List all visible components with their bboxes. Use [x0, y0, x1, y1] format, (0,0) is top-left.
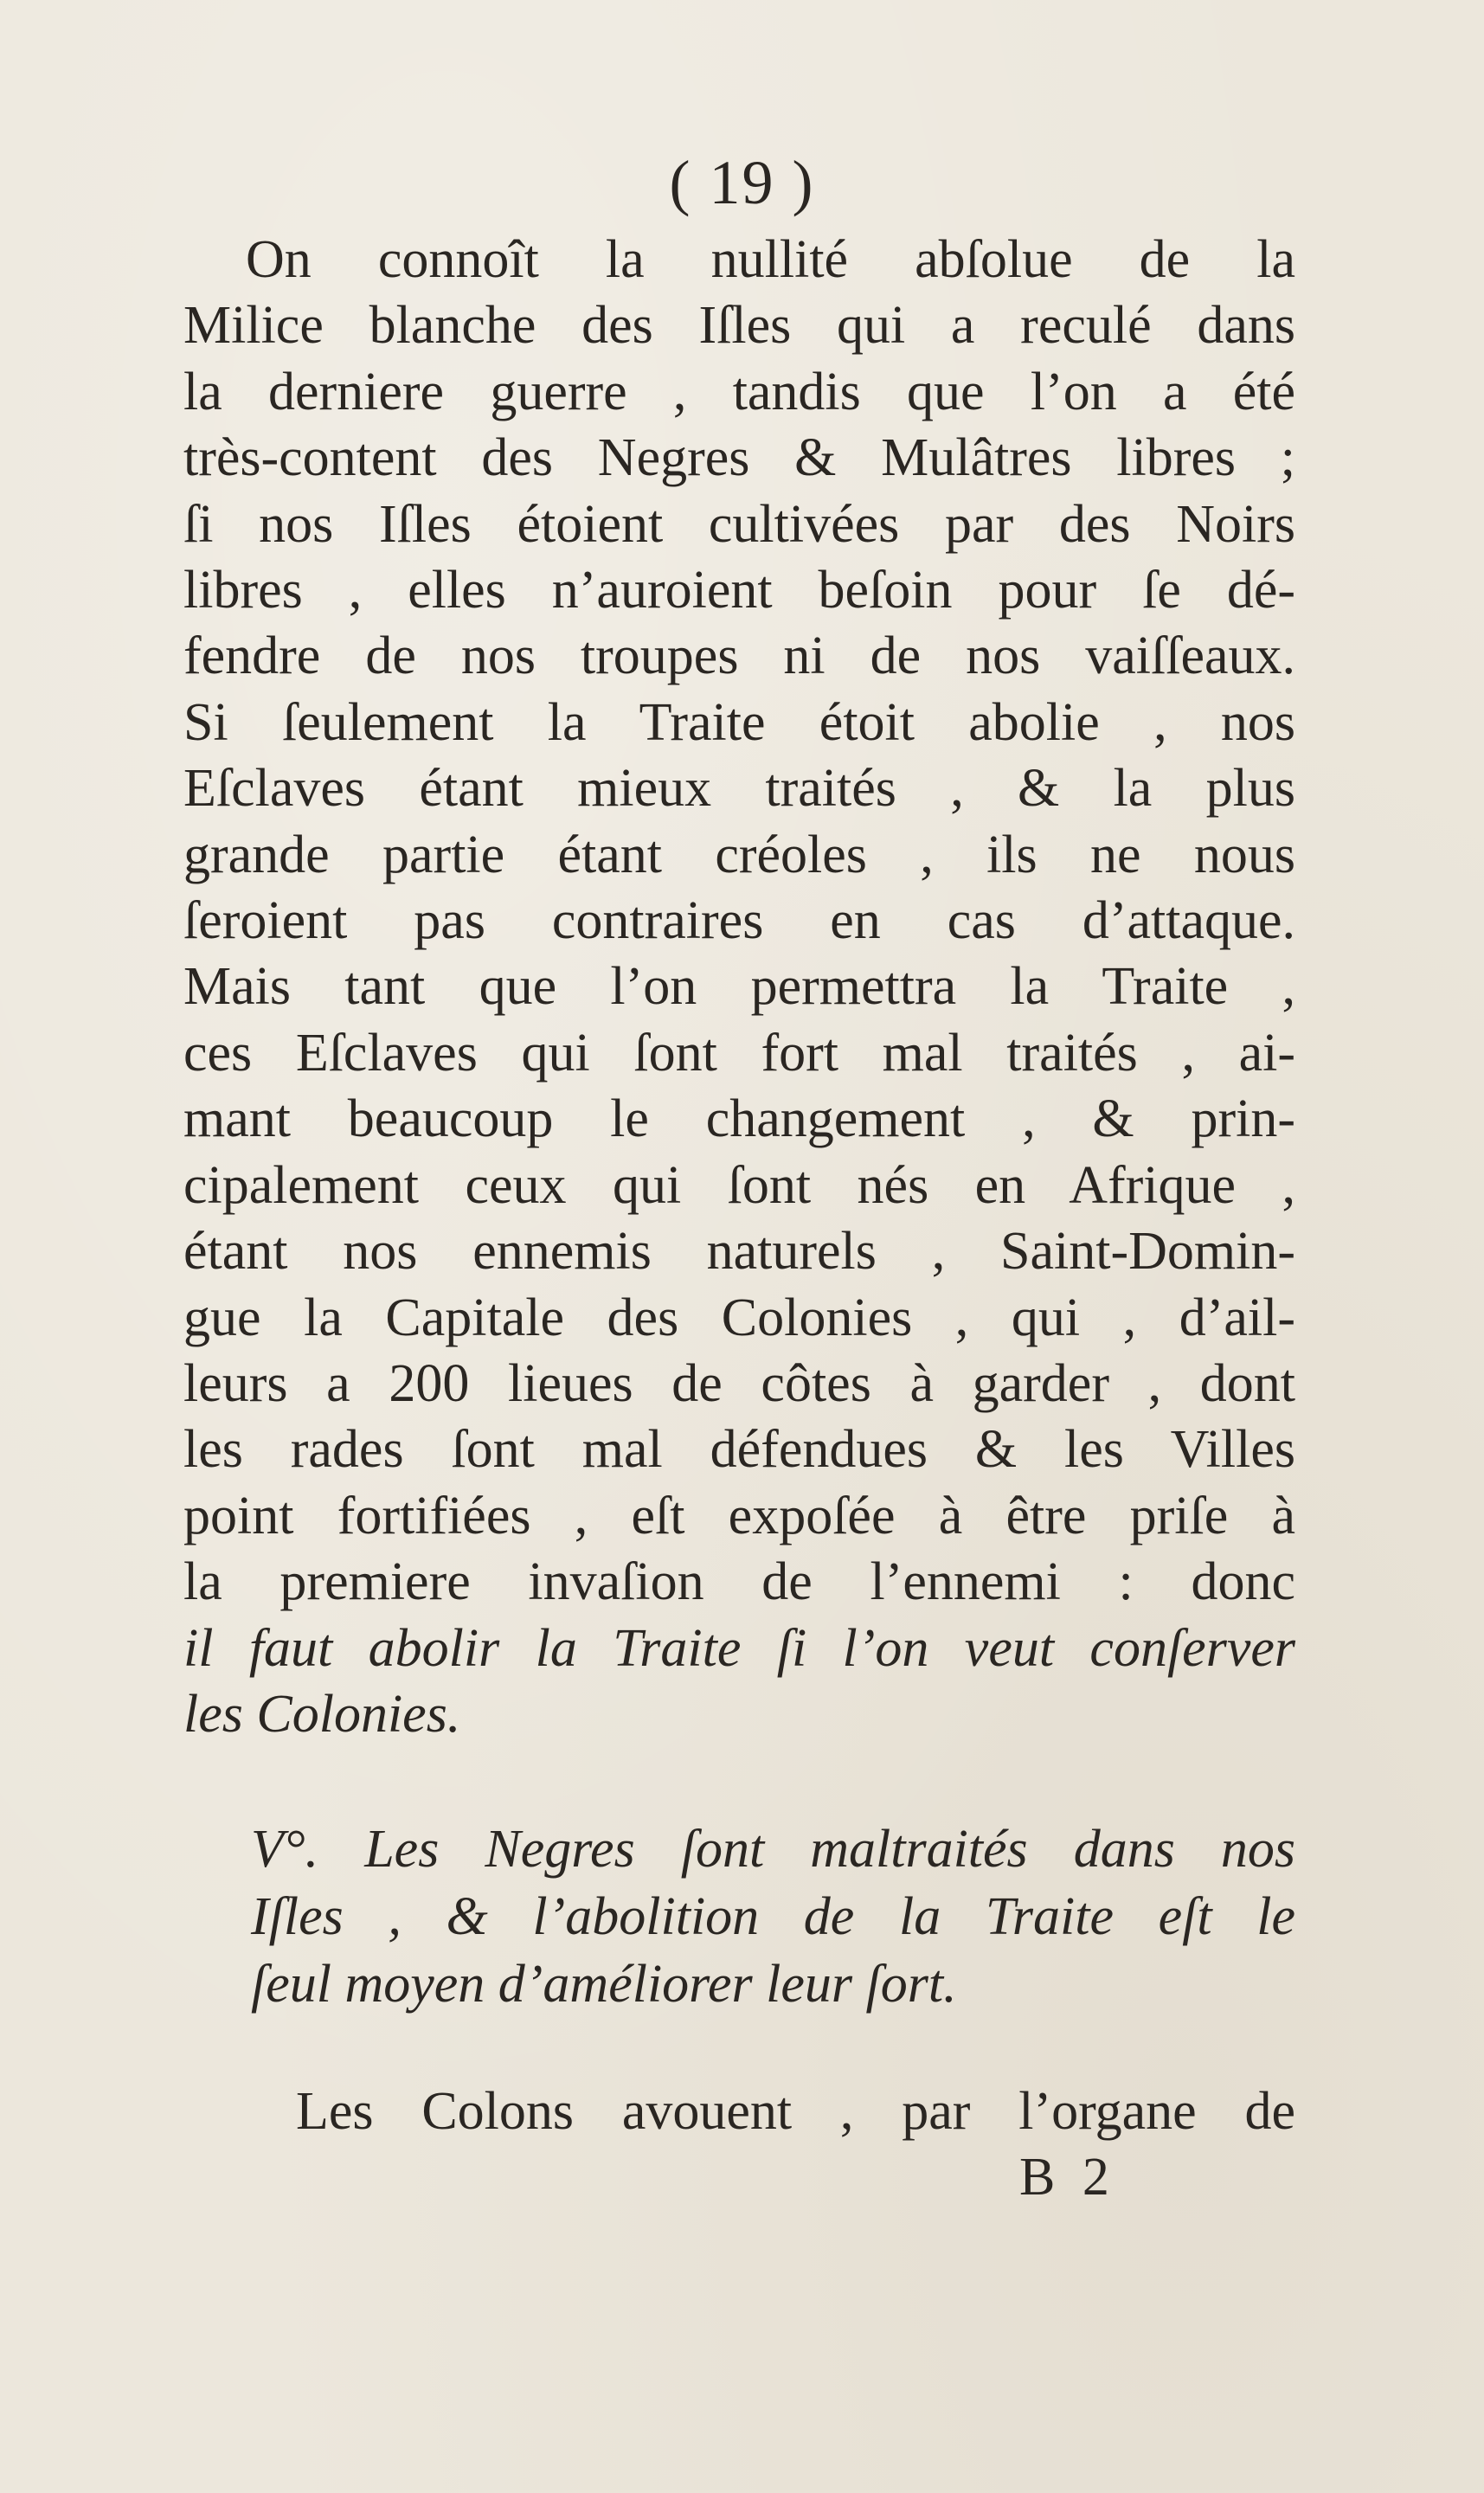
- text-line: gue la Capitale des Colonies , qui , d’ail-: [183, 1288, 1295, 1347]
- text-line: ſeroient pas contraires en cas d’attaque.: [183, 891, 1295, 951]
- text-line: On connoît la nullité abſolue de la: [246, 230, 1295, 289]
- text-line: libres , elles n’auroient beſoin pour ſe dé-: [183, 561, 1295, 620]
- text-line: Si ſeulement la Traite étoit abolie , nos: [183, 692, 1295, 752]
- text-line: grande partie étant créoles , ils ne nous: [183, 825, 1295, 884]
- text-line: Mais tant que l’on permettra la Traite ,: [183, 957, 1295, 1017]
- text-line: les rades ſont mal défendues & les Villes: [183, 1420, 1295, 1480]
- text-line: la derniere guerre , tandis que l’on a été: [183, 362, 1295, 421]
- section-heading-v: [183, 1815, 1295, 2018]
- text-line: Milice blanche des Iſles qui a reculé dans: [183, 296, 1295, 356]
- text-line: ces Eſclaves qui ſont fort mal traités , ai-: [183, 1023, 1295, 1083]
- text-line: fendre de nos troupes ni de nos vaiſſeaux.: [183, 626, 1295, 686]
- text-line-italic: il faut abolir la Traite ſi l’on veut conſerver: [183, 1618, 1295, 1678]
- page-number: ( 19 ): [669, 148, 815, 217]
- paragraph-colonies-defense: [183, 227, 1295, 1747]
- text-line-italic: les Colonies.: [183, 1684, 461, 1744]
- paragraph-colons-avow: [183, 2079, 1295, 2144]
- text-line: très-content des Negres & Mulâtres libres ;: [183, 428, 1295, 488]
- text-line: cipalement ceux qui ſont nés en Afrique ,: [183, 1155, 1295, 1215]
- text-line: leurs a 200 lieues de côtes à garder , dont: [183, 1353, 1295, 1413]
- text-line: la premiere invaſion de l’ennemi : donc: [183, 1552, 1295, 1612]
- text-line: étant nos ennemis naturels , Saint-Domin-: [183, 1222, 1295, 1282]
- signature-mark: B 2: [1019, 2148, 1116, 2207]
- text-line: mant beaucoup le changement , & prin-: [183, 1089, 1295, 1149]
- text-line: Eſclaves étant mieux traités , & la plus: [183, 759, 1295, 819]
- heading-line: V°. Les Negres ſont maltraités dans nos: [251, 1820, 1295, 1879]
- text-line: point fortifiées , eſt expoſée à être priſe à: [183, 1486, 1295, 1545]
- heading-line: ſeul moyen d’améliorer leur ſort.: [251, 1955, 957, 2014]
- text-line: Les Colons avouent , par l’organe de: [296, 2082, 1295, 2141]
- text-line: ſi nos Iſles étoient cultivées par des Noirs: [183, 494, 1295, 554]
- heading-line: Iſles , & l’abolition de la Traite eſt le: [251, 1887, 1295, 1946]
